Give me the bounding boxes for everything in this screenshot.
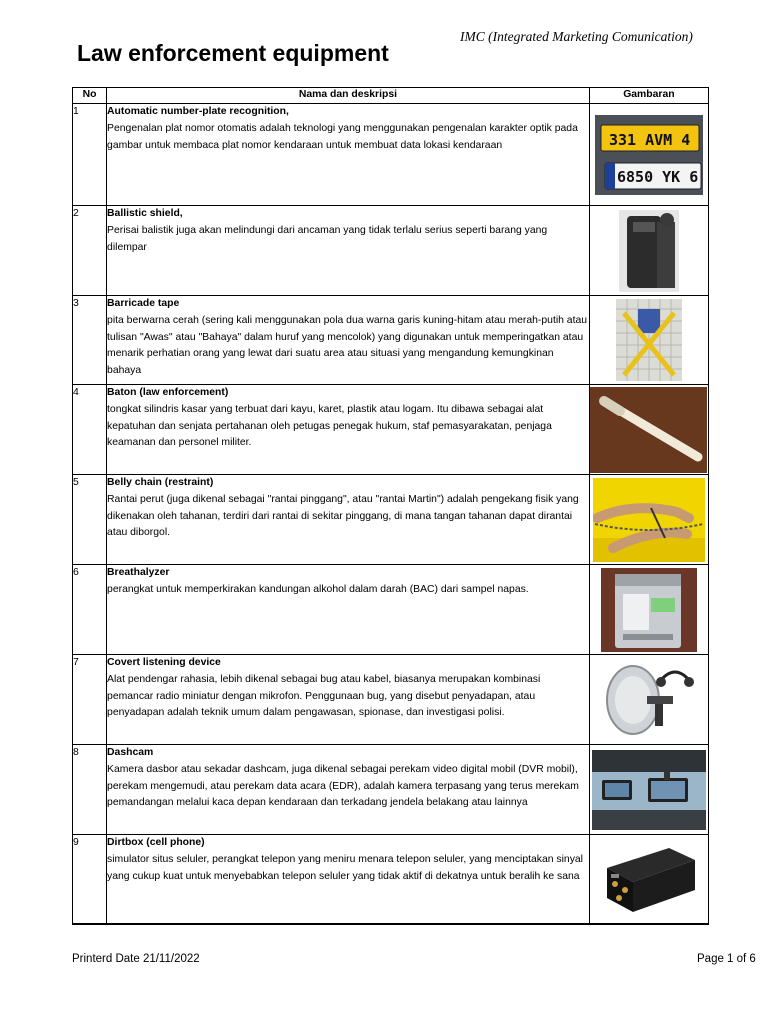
- header-no: No: [73, 88, 107, 104]
- table-row: [73, 104, 709, 206]
- image-cell: [589, 104, 708, 206]
- baton-photo-icon: [590, 387, 707, 473]
- table-row: [73, 835, 709, 924]
- equipment-name: Dirtbox (cell phone): [107, 837, 205, 848]
- page-title: Law enforcement equipment: [77, 40, 389, 66]
- listening-device-photo-icon: [599, 658, 699, 742]
- equipment-description: simulator situs seluler, perangkat telepon yang meniru menara telepon seluler, yang menciptakan sinyal yang cukup kuat untuk menyebabkan telepon seluler yang tidak aktif di dekatnya untuk beralih ke sana: [107, 853, 583, 882]
- image-cell: [589, 565, 708, 655]
- image-cell: [589, 475, 708, 565]
- equipment-name: Belly chain (restraint): [107, 477, 214, 488]
- breathalyzer-photo-icon: [601, 568, 697, 652]
- row-number: 9: [73, 835, 107, 924]
- license-plate-photo-icon: [595, 115, 703, 195]
- equipment-description: tongkat silindris kasar yang terbuat dari kayu, karet, plastik atau logam. Itu dibawa sebagai alat kepatuhan dan senjata pertahanan oleh petugas penegak hukum, staf pemasyarakatan, penjaga keamanan dan personel militer.: [107, 403, 552, 449]
- row-description-cell: [107, 655, 590, 745]
- equipment-table: [72, 87, 709, 925]
- equipment-name: Automatic number-plate recognition,: [107, 106, 289, 117]
- row-number: 1: [73, 104, 107, 206]
- row-description-cell: [107, 565, 590, 655]
- row-description-cell: [107, 475, 590, 565]
- table-row: [73, 385, 709, 475]
- equipment-description: perangkat untuk memperkirakan kandungan alkohol dalam darah (BAC) dari sampel napas.: [107, 583, 529, 595]
- image-cell: [589, 296, 708, 385]
- equipment-name: Covert listening device: [107, 657, 221, 668]
- document-subtitle: IMC (Integrated Marketing Comunication): [460, 29, 693, 44]
- row-number: 6: [73, 565, 107, 655]
- row-description-cell: [107, 745, 590, 835]
- row-description-cell: [107, 104, 590, 206]
- equipment-description: Perisai balistik juga akan melindungi dari ancaman yang tidak terlalu serius seperti barang yang dilempar: [107, 224, 548, 253]
- table-row: [73, 206, 709, 296]
- plate-text-top: 331 AVM 4: [608, 130, 691, 149]
- dashcam-photo-icon: [592, 750, 706, 830]
- plate-text-bottom: 6850 YK 6: [616, 167, 699, 186]
- table-row: [73, 475, 709, 565]
- row-number: 3: [73, 296, 107, 385]
- row-number: 8: [73, 745, 107, 835]
- image-cell: [589, 385, 708, 475]
- equipment-name: Barricade tape: [107, 298, 180, 309]
- image-cell: [589, 745, 708, 835]
- equipment-name: Dashcam: [107, 747, 154, 758]
- image-cell: [589, 206, 708, 296]
- dirtbox-photo-icon: [599, 838, 699, 920]
- equipment-description: pita berwarna cerah (sering kali menggunakan pola dua warna garis kuning-hitam atau merah-putih atau tulisan "Awas" atau "Bahaya" dalam huruf yang mencolok) yang digunakan untuk memperingatkan atau menarik perhatian orang yang lewat dari suatu area atau situasi yang mengandung kemungkinan bahaya: [107, 314, 588, 377]
- table-row: [73, 745, 709, 835]
- image-cell: [589, 655, 708, 745]
- row-number: 7: [73, 655, 107, 745]
- table-row: [73, 655, 709, 745]
- row-number: 5: [73, 475, 107, 565]
- table-row: [73, 296, 709, 385]
- equipment-name: Breathalyzer: [107, 567, 170, 578]
- printed-date: Printerd Date 21/11/2022: [72, 953, 200, 965]
- header-name: Nama dan deskripsi: [107, 88, 590, 104]
- header-image: Gambaran: [589, 88, 708, 104]
- image-cell: [589, 835, 708, 924]
- row-description-cell: [107, 206, 590, 296]
- equipment-name: Baton (law enforcement): [107, 387, 229, 398]
- table-row: [73, 565, 709, 655]
- row-description-cell: [107, 835, 590, 924]
- table-header-row: [73, 88, 709, 104]
- row-number: 4: [73, 385, 107, 475]
- row-description-cell: [107, 385, 590, 475]
- equipment-name: Ballistic shield,: [107, 208, 183, 219]
- equipment-description: Alat pendengar rahasia, lebih dikenal sebagai bug atau kabel, biasanya merupakan kombinasi pemancar radio miniatur dengan mikrofon. Penggunaan bug, yang disebut penyadapan, atau penyadapan adalah teknik umum dalam pengawasan, spionase, dan investigasi polisi.: [107, 673, 541, 719]
- barricade-tape-photo-icon: [616, 299, 682, 381]
- equipment-description: Rantai perut (juga dikenal sebagai "rantai pinggang", atau "rantai Martin") adalah pengekang fisik yang dikenakan oleh tahanan, terdiri dari rantai di sekitar pinggang, di mana tangan tahanan dapat dirantai atau diborgol.: [107, 493, 579, 539]
- row-description-cell: [107, 296, 590, 385]
- equipment-description: Kamera dasbor atau sekadar dashcam, juga dikenal sebagai perekam video digital mobil (DVR mobil), perekam mengemudi, atau perekam data acara (EDR), adalah kamera terpasang yang terus merekam pemandangan melalui kaca depan kendaraan dan terkadang jendela belakang atau lainnya: [107, 763, 579, 809]
- page-number: Page 1 of 6: [697, 953, 756, 965]
- equipment-description: Pengenalan plat nomor otomatis adalah teknologi yang menggunakan pengenalan karakter optik pada gambar untuk membaca plat nomor kendaraan untuk membuat data lokasi kendaraan: [107, 122, 578, 151]
- belly-chain-photo-icon: [593, 478, 705, 562]
- row-number: 2: [73, 206, 107, 296]
- ballistic-shield-photo-icon: [619, 210, 679, 292]
